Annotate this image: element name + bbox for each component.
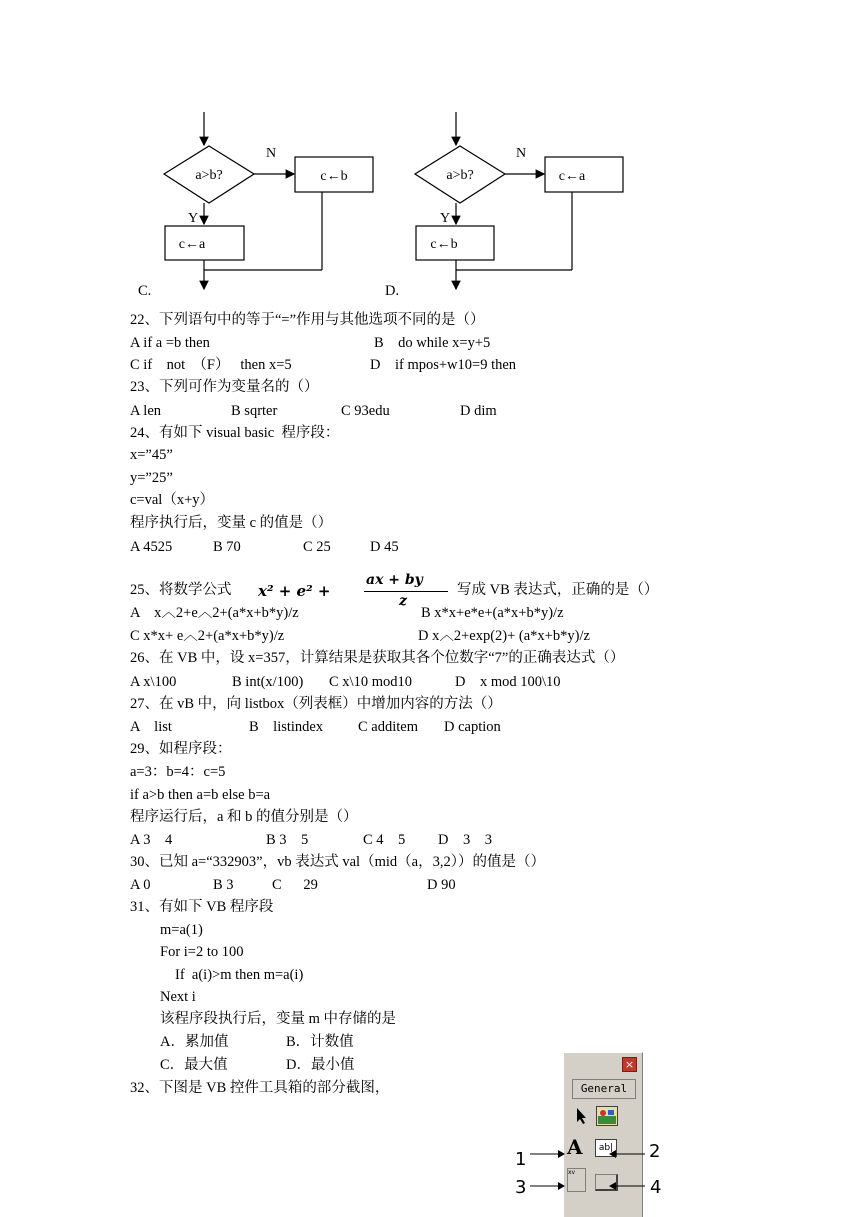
q26-option-b: B int(x/100) (232, 674, 304, 690)
close-icon[interactable]: × (622, 1057, 637, 1072)
q30-stem: 30、已知 a=“332903”，vb 表达式 val（mid（a，3,2））的值是（） (130, 854, 545, 870)
q23-option-c: C 93edu (341, 403, 390, 419)
q27-option-d: D caption (444, 719, 501, 735)
callout-3: 3 (515, 1177, 527, 1198)
q24-code-x: x=”45” (130, 447, 173, 463)
q22-stem: 22、下列语句中的等于“=”作用与其他选项不同的是（） (130, 312, 485, 328)
q25-option-a: A x︿2+e︿2+(a*x+b*y)/z (130, 605, 299, 621)
q29-option-c: C 4 5 (363, 832, 406, 848)
q24-question: 程序执行后，变量 c 的值是（） (130, 515, 333, 531)
q30-option-a: A 0 (130, 877, 151, 893)
no-box-text: c←a (558, 169, 586, 184)
q24-option-d: D 45 (370, 539, 399, 555)
q22-option-c: C if not （F） then x=5 (130, 357, 292, 373)
q26-stem: 26、在 VB 中，设 x=357，计算结果是获取其各个位数字“7”的正确表达式（） (130, 650, 625, 666)
q30-option-c: C 29 (272, 877, 318, 893)
q29-option-d: D 3 3 (438, 832, 492, 848)
q31-code-3: If a(i)>m then m=a(i) (175, 967, 304, 983)
q31-code-2: For i=2 to 100 (160, 944, 244, 960)
q25-stem-tail: 写成 VB 表达式，正确的是（） (457, 582, 659, 598)
no-label: N (516, 146, 527, 161)
q25-option-c: C x*x+ e︿2+(a*x+b*y)/z (130, 628, 285, 644)
formula-left: x² + e² + (258, 582, 331, 600)
q24-option-b: B 70 (213, 539, 241, 555)
q26-option-c: C x\10 mod10 (329, 674, 412, 690)
q29-option-a: A 3 4 (130, 832, 173, 848)
q31-option-d: D．最小值 (286, 1057, 355, 1073)
q26-option-d: D x mod 100\10 (455, 674, 561, 690)
formula-denominator: z (399, 593, 407, 609)
no-label: N (266, 146, 277, 161)
condition-text: a>b? (195, 168, 223, 183)
yes-label: Y (440, 211, 451, 226)
q31-option-b: B．计数值 (286, 1034, 354, 1050)
q31-code-4: Next i (160, 989, 196, 1005)
q24-option-a: A 4525 (130, 539, 173, 555)
q22-option-a: A if a =b then (130, 335, 210, 351)
q23-option-d: D dim (460, 403, 497, 419)
q25-stem: 25、将数学公式 (130, 582, 232, 598)
q24-code-y: y=”25” (130, 470, 173, 486)
q22-option-d: D if mpos+w10=9 then (370, 357, 517, 373)
q27-stem: 27、在 vB 中，向 listbox（列表框）中增加内容的方法（） (130, 696, 502, 712)
q25-option-b: B x*x+e*e+(a*x+b*y)/z (421, 605, 564, 621)
condition-text: a>b? (446, 168, 474, 183)
label-tool-icon[interactable]: A (567, 1135, 583, 1159)
q29-question: 程序运行后，a 和 b 的值分别是（） (130, 809, 358, 825)
q22-option-b: B do while x=y+5 (374, 335, 491, 351)
q31-option-a: A．累加值 (160, 1034, 229, 1050)
option-c-label: C. (138, 283, 152, 299)
option-d-label: D. (385, 283, 400, 299)
callout-2: 2 (649, 1141, 661, 1162)
q24-code-c: c=val（x+y） (130, 492, 215, 508)
yes-box-text: c←b (430, 237, 458, 252)
q29-stem: 29、如程序段： (130, 741, 232, 757)
yes-box-text: c←a (178, 237, 206, 252)
textbox-tool-icon[interactable]: ab| (595, 1139, 617, 1157)
q27-option-a: A list (130, 719, 172, 735)
no-box-text: c←b (320, 169, 348, 184)
q27-option-b: B listindex (249, 719, 324, 735)
callout-1: 1 (515, 1149, 527, 1170)
q31-question: 该程序段执行后，变量 m 中存储的是 (160, 1011, 397, 1027)
frame-tool-icon[interactable]: xv (567, 1168, 586, 1192)
q26-option-a: A x\100 (130, 674, 177, 690)
q30-option-b: B 3 (213, 877, 234, 893)
q24-option-c: C 25 (303, 539, 331, 555)
q29-code-2: if a>b then a=b else b=a (130, 787, 271, 803)
q31-stem: 31、有如下 VB 程序段 (130, 899, 274, 915)
callout-4: 4 (650, 1177, 662, 1198)
q30-option-d: D 90 (427, 877, 456, 893)
q29-option-b: B 3 5 (266, 832, 309, 848)
q31-option-c: C．最大值 (160, 1057, 228, 1073)
q25-option-d: D x︿2+exp(2)+ (a*x+b*y)/z (418, 628, 590, 644)
q29-code-1: a=3：b=4：c=5 (130, 764, 226, 780)
formula-numerator: ax + by (366, 572, 423, 588)
yes-label: Y (188, 211, 199, 226)
q31-code-1: m=a(1) (160, 922, 203, 938)
toolbox-general-tab[interactable]: General (572, 1079, 636, 1099)
q24-stem: 24、有如下 visual basic 程序段： (130, 425, 340, 441)
q23-stem: 23、下列可作为变量名的（） (130, 379, 319, 395)
q27-option-c: C additem (358, 719, 419, 735)
q23-option-a: A len (130, 403, 162, 419)
q23-option-b: B sqrter (231, 403, 278, 419)
q32-stem: 32、下图是 VB 控件工具箱的部分截图， (130, 1080, 390, 1096)
